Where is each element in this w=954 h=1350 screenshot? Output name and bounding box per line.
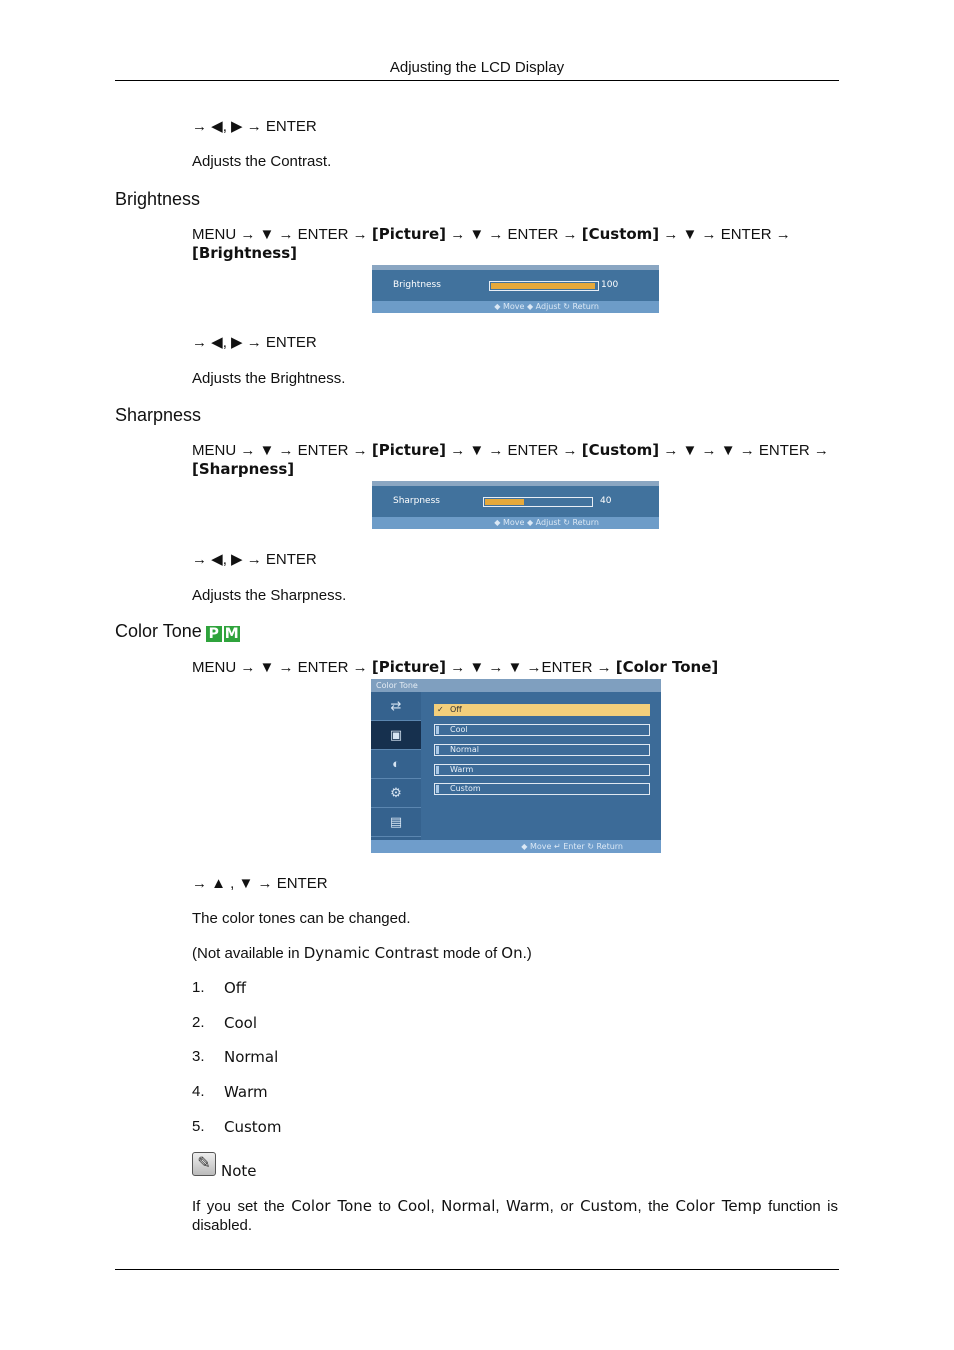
slider-value: 100 xyxy=(601,280,619,290)
menu-title: Color Tone xyxy=(371,679,661,692)
contrast-desc: Adjusts the Contrast. xyxy=(192,153,332,170)
note-label: Note xyxy=(221,1162,257,1180)
brightness-slider[interactable] xyxy=(489,281,599,291)
osd-top-strip xyxy=(372,265,659,270)
option-label: Cool xyxy=(450,725,468,734)
list-number: 3. xyxy=(192,1048,205,1065)
nav-text: → ▼ → ENTER → xyxy=(446,442,582,459)
nav-text: MENU → ▼ → ENTER → xyxy=(192,226,372,243)
option-off[interactable] xyxy=(434,704,650,716)
sharpness-nav-after: → ◀, ▶ → ENTER xyxy=(192,551,317,568)
menu-sidebar xyxy=(371,692,421,840)
nav-target: [Brightness] xyxy=(192,244,297,262)
header-rule xyxy=(115,80,839,81)
footer-rule xyxy=(115,1269,839,1270)
osd-label: Sharpness xyxy=(393,496,440,506)
check-icon: ✓ xyxy=(437,705,444,714)
text: , xyxy=(495,1198,507,1215)
nav-text: MENU → ▼ → ENTER → xyxy=(192,659,372,676)
nav-text: MENU → ▼ → ENTER → xyxy=(192,442,372,459)
information-icon[interactable]: ▤ xyxy=(371,808,421,837)
slider-fill xyxy=(485,499,524,505)
term-on: On xyxy=(501,944,523,962)
option-label: Warm xyxy=(450,765,474,774)
text: .) xyxy=(522,945,532,962)
term-dynamic-contrast: Dynamic Contrast xyxy=(303,944,439,962)
list-number: 2. xyxy=(192,1014,205,1031)
badge-p: P xyxy=(206,626,222,642)
text: , or xyxy=(549,1198,581,1215)
osd-footer: ◆ Move ◆ Adjust ↻ Return xyxy=(372,301,659,313)
nav-picture: [Picture] xyxy=(371,658,447,676)
osd-footer: ◆ Move ◆ Adjust ↻ Return xyxy=(372,517,659,529)
list-number: 4. xyxy=(192,1083,205,1100)
brightness-osd-panel xyxy=(372,265,659,313)
color-tone-availability xyxy=(192,944,532,963)
option-custom[interactable] xyxy=(434,783,650,795)
nav-target: [Sharpness] xyxy=(192,460,295,478)
note-text xyxy=(192,1197,838,1235)
slider-value: 40 xyxy=(600,496,612,506)
term: Cool xyxy=(397,1197,431,1215)
page-header-title: Adjusting the LCD Display xyxy=(389,59,565,76)
slider-fill xyxy=(491,283,595,289)
sharpness-slider[interactable] xyxy=(483,497,593,507)
brightness-nav-after: → ◀, ▶ → ENTER xyxy=(192,334,317,351)
menu-footer: ◆ Move ↵ Enter ↻ Return xyxy=(371,840,661,853)
text: mode of xyxy=(438,945,502,962)
badge-m: M xyxy=(224,626,239,642)
color-tone-heading-text: Color Tone xyxy=(115,621,202,641)
text: function is disabled. xyxy=(192,1198,838,1234)
term: Color Tone xyxy=(291,1197,373,1215)
term: Normal xyxy=(441,1197,496,1215)
nav-text: → ▼ → ▼ → ENTER → xyxy=(659,442,829,459)
term: Color Temp xyxy=(675,1197,762,1215)
nav-custom: [Custom] xyxy=(581,441,660,459)
nav-text: → ▼ → ENTER → xyxy=(659,226,791,243)
list-number: 1. xyxy=(192,979,205,996)
sharpness-desc: Adjusts the Sharpness. xyxy=(192,587,347,604)
osd-top-strip xyxy=(372,481,659,486)
list-item: Custom xyxy=(224,1118,282,1136)
nav-picture: [Picture] xyxy=(371,441,447,459)
contrast-nav: → ◀, ▶ → ENTER xyxy=(192,118,317,135)
color-tone-desc: The color tones can be changed. xyxy=(192,910,411,927)
option-normal[interactable] xyxy=(434,744,650,756)
nav-custom: [Custom] xyxy=(581,225,660,243)
brightness-nav-path xyxy=(192,225,838,263)
color-tone-osd-menu xyxy=(371,679,661,853)
note-icon: ✎ xyxy=(192,1152,216,1176)
pm-mode-badge xyxy=(206,622,242,643)
color-tone-nav-after: → ▲ , ▼ → ENTER xyxy=(192,875,328,892)
list-item: Cool xyxy=(224,1014,257,1032)
osd-label: Brightness xyxy=(393,280,441,290)
nav-target: [Color Tone] xyxy=(615,658,719,676)
sharpness-nav-path xyxy=(192,441,838,479)
text: If you set the xyxy=(192,1198,292,1215)
list-number: 5. xyxy=(192,1118,205,1135)
picture-icon[interactable]: ▣ xyxy=(371,721,421,750)
sound-icon[interactable]: ◐ xyxy=(371,750,421,779)
text: to xyxy=(372,1198,398,1215)
term: Warm xyxy=(506,1197,550,1215)
option-label: Off xyxy=(450,705,462,714)
input-icon[interactable]: ⇄ xyxy=(371,692,421,721)
option-cool[interactable] xyxy=(434,724,650,736)
text: , xyxy=(430,1198,442,1215)
nav-text: → ▼ → ▼ →ENTER → xyxy=(446,659,616,676)
option-label: Custom xyxy=(450,784,481,793)
nav-text: → ▼ → ENTER → xyxy=(446,226,582,243)
nav-picture: [Picture] xyxy=(371,225,447,243)
text: (Not available in xyxy=(192,945,304,962)
sharpness-heading: Sharpness xyxy=(115,405,202,425)
color-tone-heading xyxy=(115,621,242,643)
text: , the xyxy=(637,1198,676,1215)
list-item: Warm xyxy=(224,1083,268,1101)
color-tone-nav-path xyxy=(192,658,838,677)
brightness-heading: Brightness xyxy=(115,189,201,209)
sharpness-osd-panel xyxy=(372,481,659,529)
list-item: Normal xyxy=(224,1048,279,1066)
term: Custom xyxy=(580,1197,638,1215)
list-item: Off xyxy=(224,979,247,997)
option-warm[interactable] xyxy=(434,764,650,776)
option-label: Normal xyxy=(450,745,479,754)
setup-icon[interactable]: ⚙ xyxy=(371,779,421,808)
brightness-desc: Adjusts the Brightness. xyxy=(192,370,346,387)
